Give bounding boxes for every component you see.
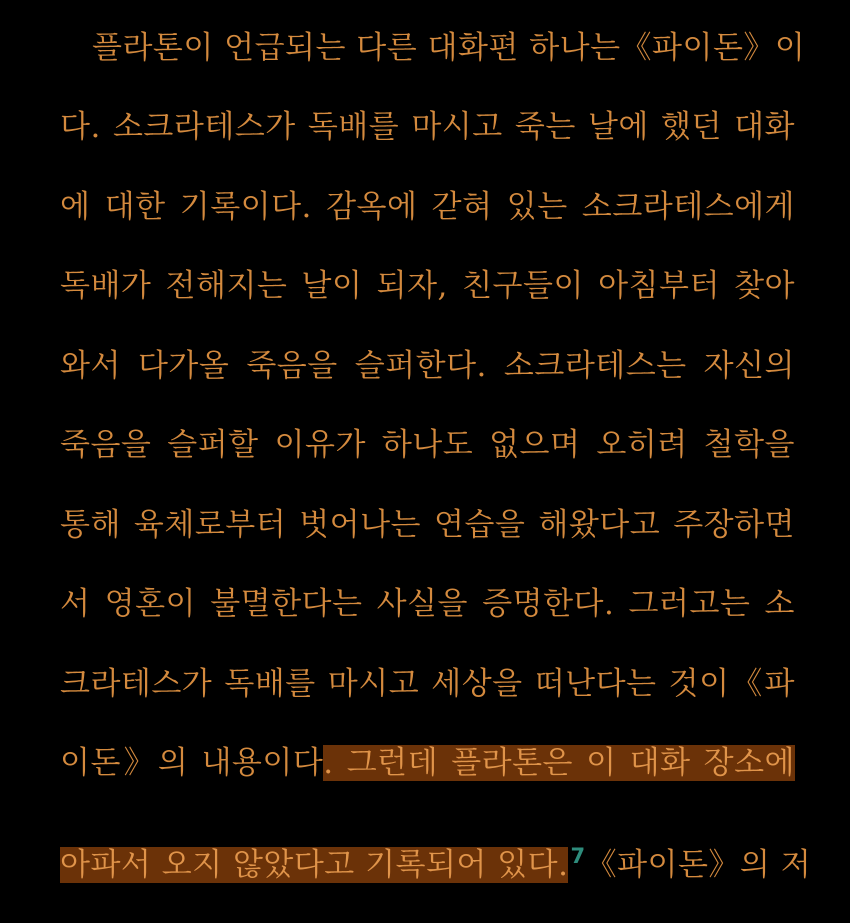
text-line[interactable]: 플라톤이 언급되는 다른 대화편 하나는《파이돈》이: [92, 30, 806, 66]
highlighted-text[interactable]: 아파서 오지 않았다고 기록되어 있다.: [60, 847, 569, 883]
text-line[interactable]: 와서 다가올 죽음을 슬퍼한다. 소크라테스는 자신의: [60, 348, 795, 384]
text-line[interactable]: 에 대한 기록이다. 감옥에 갇혀 있는 소크라테스에게: [60, 189, 795, 225]
text-segment: 《파이돈》의 저: [585, 847, 812, 883]
footnote-marker[interactable]: 7: [570, 844, 586, 868]
text-line[interactable]: 크라테스가 독배를 마시고 세상을 떠난다는 것이《파: [60, 666, 795, 702]
text-line[interactable]: 다. 소크라테스가 독배를 마시고 죽는 날에 했던 대화: [60, 109, 795, 145]
text-segment: 이돈》의 내용이다: [60, 745, 324, 781]
text-line[interactable]: 죽음을 슬퍼할 이유가 하나도 없으며 오히려 철학을: [60, 427, 795, 463]
text-line[interactable]: 서 영혼이 불멸한다는 사실을 증명한다. 그러고는 소: [60, 586, 795, 622]
text-line[interactable]: [60, 741, 795, 785]
highlighted-text[interactable]: . 그런데 플라톤은 이 대화 장소에: [323, 745, 795, 781]
text-line[interactable]: 통해 육체로부터 벗어나는 연습을 해왔다고 주장하면: [60, 507, 795, 543]
text-line[interactable]: 독배가 전해지는 날이 되자, 친구들이 아침부터 찾아: [60, 268, 795, 304]
text-line[interactable]: [60, 843, 812, 887]
